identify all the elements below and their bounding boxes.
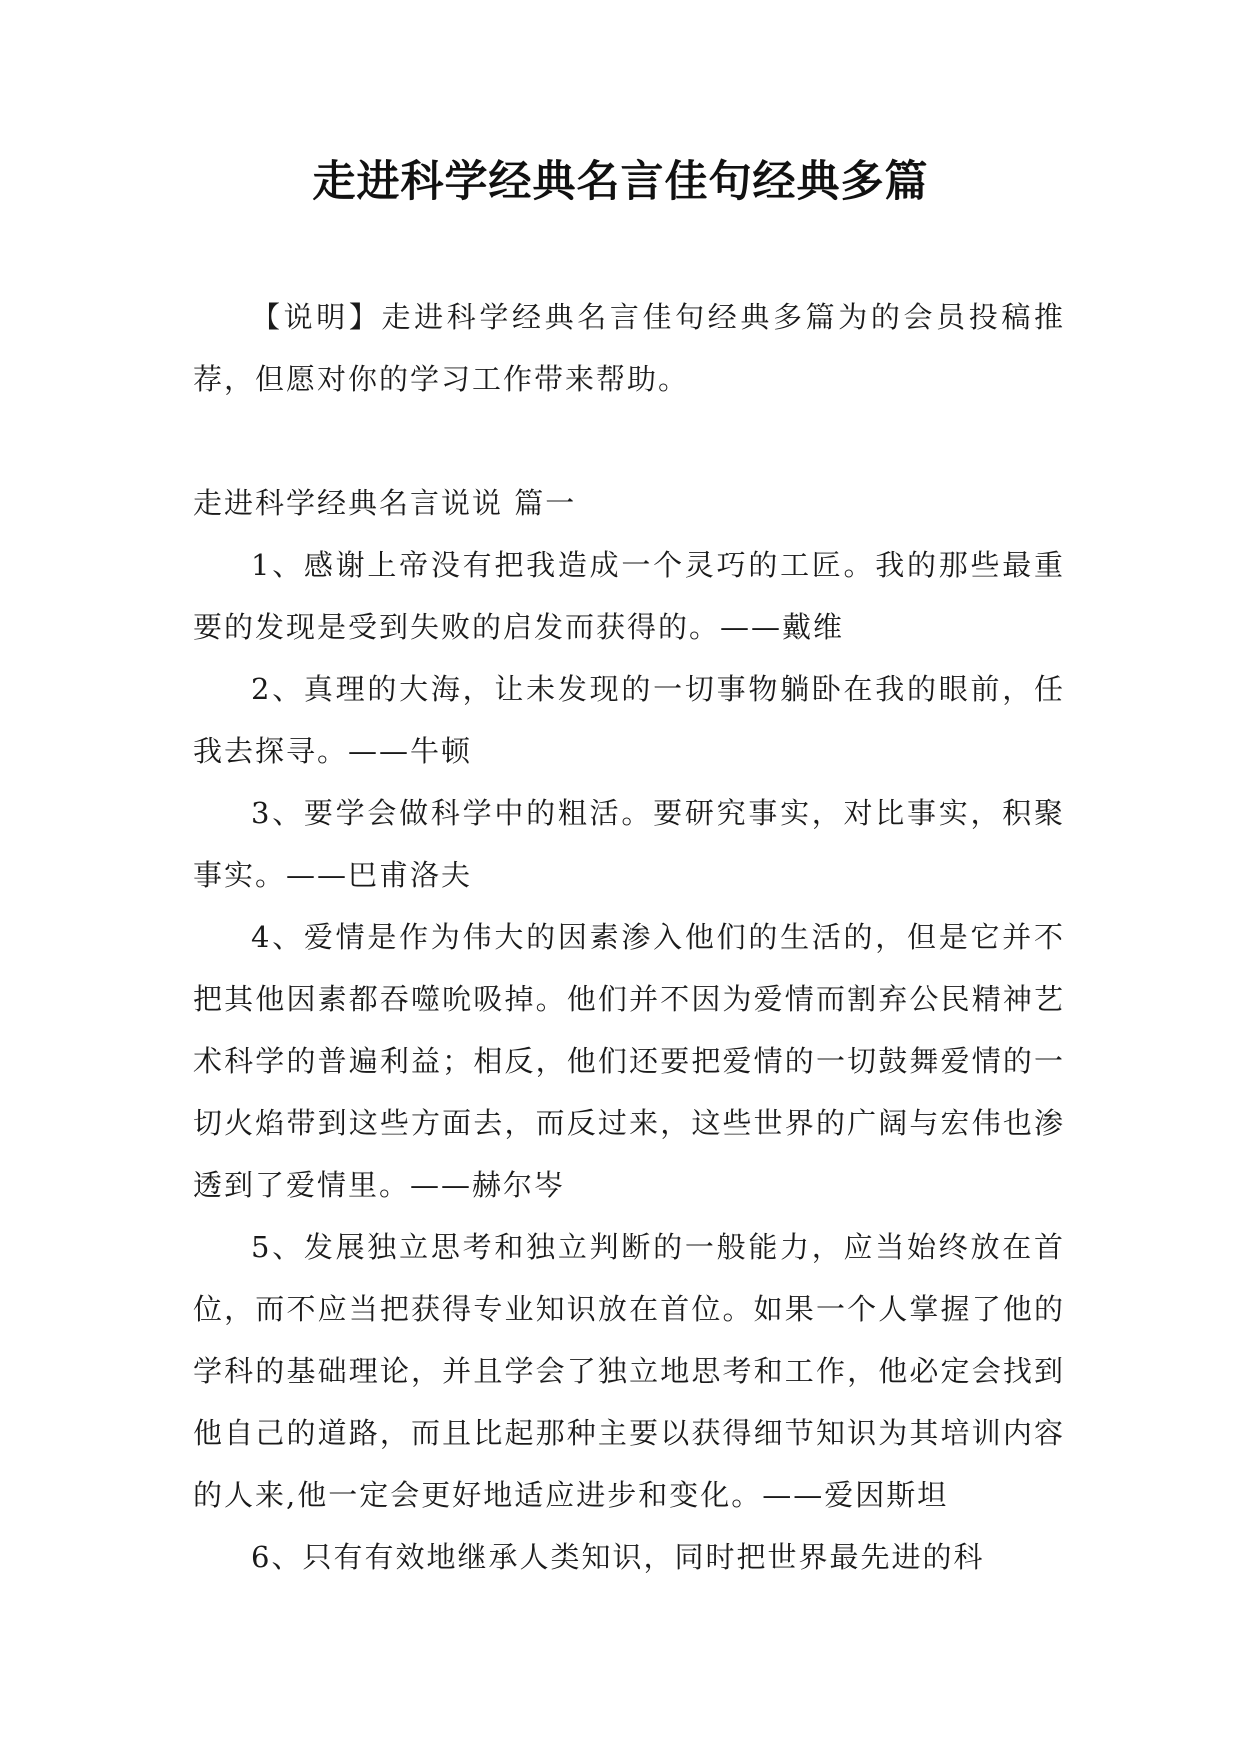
- intro-paragraph: 【说明】走进科学经典名言佳句经典多篇为的会员投稿推荐，但愿对你的学习工作带来帮助。: [193, 300, 1065, 396]
- quote-paragraph-6: 6、只有有效地继承人类知识，同时把世界最先进的科: [251, 1540, 985, 1574]
- quote-paragraph-4: 4、爱情是作为伟大的因素渗入他们的生活的，但是它并不把其他因素都吞噬吮吸掉。他们并不因为爱情而割弃公民精神艺术科学的普遍利益；相反，他们还要把爱情的一切鼓舞爱情的一切火焰带到这些方面去，而反过来，这些世界的广阔与宏伟也渗透到了爱情里。——赫尔岑: [193, 920, 1065, 1202]
- quote-paragraph-1: 1、感谢上帝没有把我造成一个灵巧的工匠。我的那些最重要的发现是受到失败的启发而获得的。——戴维: [193, 548, 1065, 644]
- section-heading: 走进科学经典名言说说 篇一: [193, 486, 577, 520]
- quote-paragraph-5: 5、发展独立思考和独立判断的一般能力，应当始终放在首位，而不应当把获得专业知识放在首位。如果一个人掌握了他的学科的基础理论，并且学会了独立地思考和工作，他必定会找到他自己的道路，而且比起那种主要以获得细节知识为其培训内容的人来,他一定会更好地适应进步和变化。——爱因斯坦: [193, 1230, 1065, 1512]
- document-title: 走进科学经典名言佳句经典多篇: [312, 157, 929, 207]
- quote-paragraph-2: 2、真理的大海，让未发现的一切事物躺卧在我的眼前，任我去探寻。——牛顿: [193, 672, 1065, 768]
- quote-paragraph-3: 3、要学会做科学中的粗活。要研究事实，对比事实，积聚事实。——巴甫洛夫: [193, 796, 1065, 892]
- document-body: [193, 286, 1065, 1588]
